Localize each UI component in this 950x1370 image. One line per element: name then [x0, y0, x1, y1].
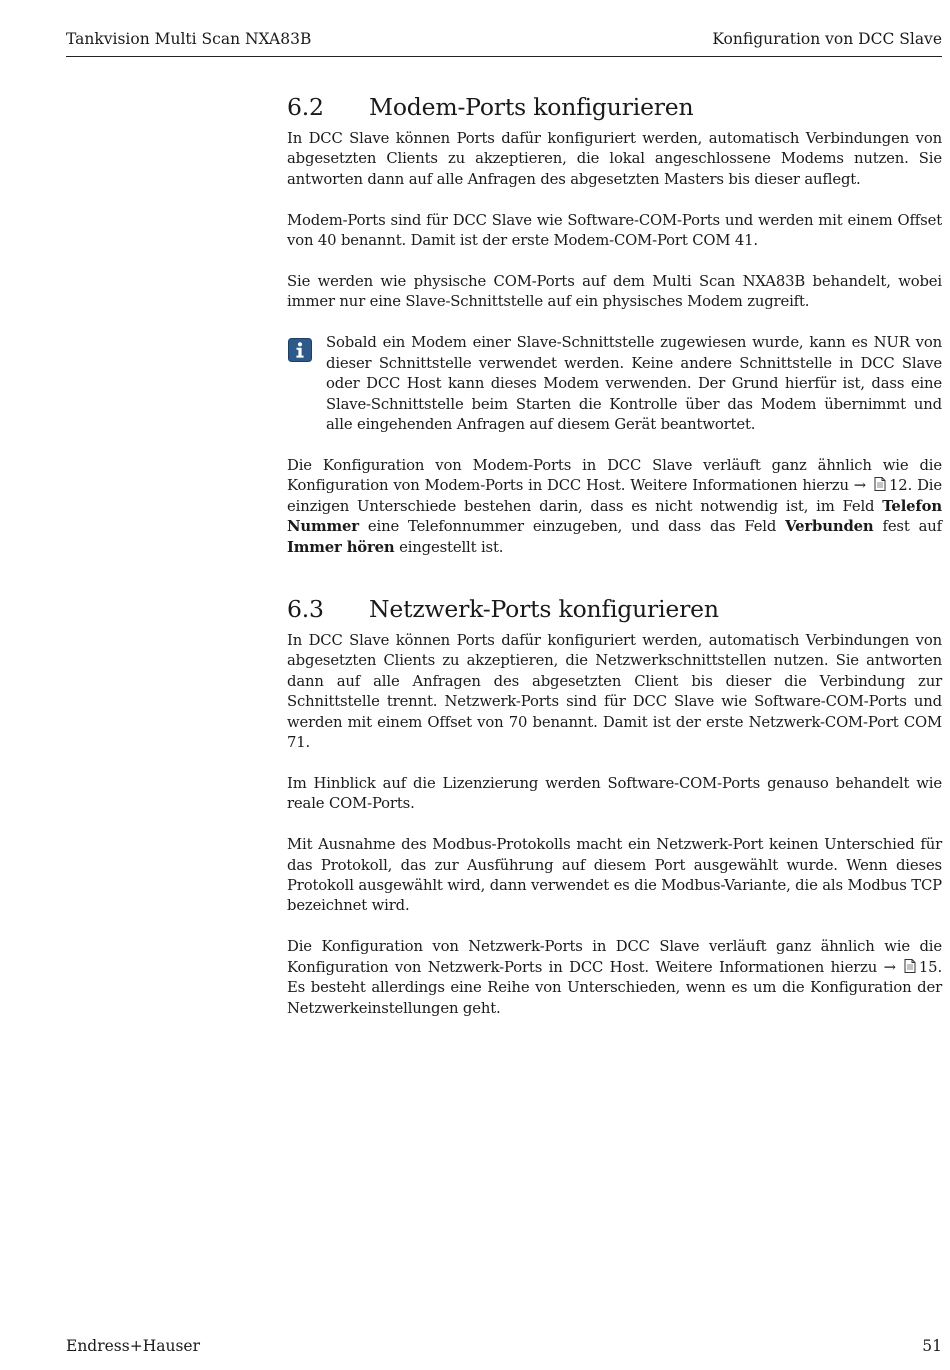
- note-text: Sobald ein Modem einer Slave-Schnittstelle zugewiesen wurde, kann es NUR von dieser Schnittstelle verwendet werden. Keine andere Schnittstelle in DCC Slave oder DCC Host kann dieses Modem verwenden. Der Grund hierfür ist, dass eine Slave-Schnittstelle beim Starten die Kontrolle über das Modem übernimmt und alle eingehenden Anfragen auf diesem Gerät beantwortet.: [326, 334, 942, 433]
- paragraph: Mit Ausnahme des Modbus-Protokolls macht ein Netzwerk-Port keinen Unterschied für das Protokoll, das zur Ausführung auf diesem Port ausgewählt wurde. Wenn dieses Protokoll ausgewählt wird, dann verwendet es die Modbus-Variante, die als Modbus TCP bezeichnet wird.: [287, 836, 942, 915]
- section-modem-ports: [287, 92, 942, 558]
- arrow-right-icon: →: [883, 958, 896, 976]
- section-title: Modem-Ports konfigurieren: [369, 93, 694, 121]
- paragraph: Modem-Ports sind für DCC Slave wie Software-COM-Ports und werden mit einem Offset von 40 benannt. Damit ist der erste Modem-COM-Port COM 41.: [287, 211, 942, 250]
- section-heading: [287, 92, 942, 122]
- paragraph: Sie werden wie physische COM-Ports auf dem Multi Scan NXA83B behandelt, wobei immer nur eine Slave-Schnittstelle auf ein physisches Modem zugreift.: [287, 273, 942, 311]
- paragraph: Die Konfiguration von Modem-Ports in DCC Slave verläuft ganz ähnlich wie die Konfiguration von Modem-Ports in DCC Host. Weitere Informationen hierzu → 12. Die einzigen Unterschiede bestehen darin, dass es nicht notwendig ist, im Feld Telefon Nummer eine Telefonnummer einzugeben, und dass das Feld Verbunden fest auf Immer hören eingestellt ist.: [287, 456, 942, 556]
- section-heading: [287, 594, 942, 624]
- field-value-immer-hoeren: Immer hören: [287, 538, 395, 556]
- paragraph: Die Konfiguration von Netzwerk-Ports in DCC Slave verläuft ganz ähnlich wie die Konfiguration von Netzwerk-Ports in DCC Host. Weitere Informationen hierzu → 15. Es besteht allerdings eine Reihe von Unterschieden, wenn es um die Konfiguration der Netzwerkeinstellungen geht.: [287, 938, 942, 1017]
- footer-company: Endress+Hauser: [66, 1337, 200, 1355]
- paragraph: Im Hinblick auf die Lizenzierung werden Software-COM-Ports genauso behandelt wie reale COM-Ports.: [287, 774, 942, 813]
- section-number: 6.3: [287, 594, 324, 623]
- page-reference-link[interactable]: 12: [889, 477, 908, 495]
- header-chapter-title: Konfiguration von DCC Slave: [712, 30, 942, 48]
- page-content: [287, 92, 942, 1019]
- arrow-right-icon: →: [853, 477, 867, 495]
- section-network-ports: [287, 594, 942, 1019]
- info-icon: [288, 338, 312, 362]
- section-number: 6.2: [287, 93, 324, 121]
- page-footer: [66, 1336, 942, 1360]
- header-document-title: Tankvision Multi Scan NXA83B: [66, 30, 312, 48]
- section-title: Netzwerk-Ports konfigurieren: [369, 594, 719, 623]
- page-icon: [872, 476, 888, 492]
- paragraph: In DCC Slave können Ports dafür konfiguriert werden, automatisch Verbindungen von abgesetzten Clients zu akzeptieren, die Netzwerkschnittstellen nutzen. Sie antworten dann auf alle Anfragen des abgesetzten Client bis dieser die Verbindung zur Schnittstelle trennt. Netzwerk-Ports sind für DCC Slave wie Software-COM-Ports und werden mit einem Offset von 70 benannt. Damit ist der erste Netzwerk-COM-Port COM 71.: [287, 631, 942, 751]
- field-name-telefon: Telefon Nummer: [287, 497, 942, 536]
- page-reference-link[interactable]: 15: [918, 958, 938, 976]
- field-name-verbunden: Verbunden: [785, 518, 874, 536]
- paragraph: In DCC Slave können Ports dafür konfiguriert werden, automatisch Verbindungen von abgesetzten Clients zu akzeptieren, die lokal angeschlossene Modems nutzen. Sie antworten dann auf alle Anfragen des abgesetzten Masters bis dieser auflegt.: [287, 130, 942, 188]
- page-number: 51: [922, 1337, 942, 1355]
- info-note: [287, 333, 942, 435]
- page-header: [66, 28, 942, 57]
- page-icon: [902, 958, 918, 974]
